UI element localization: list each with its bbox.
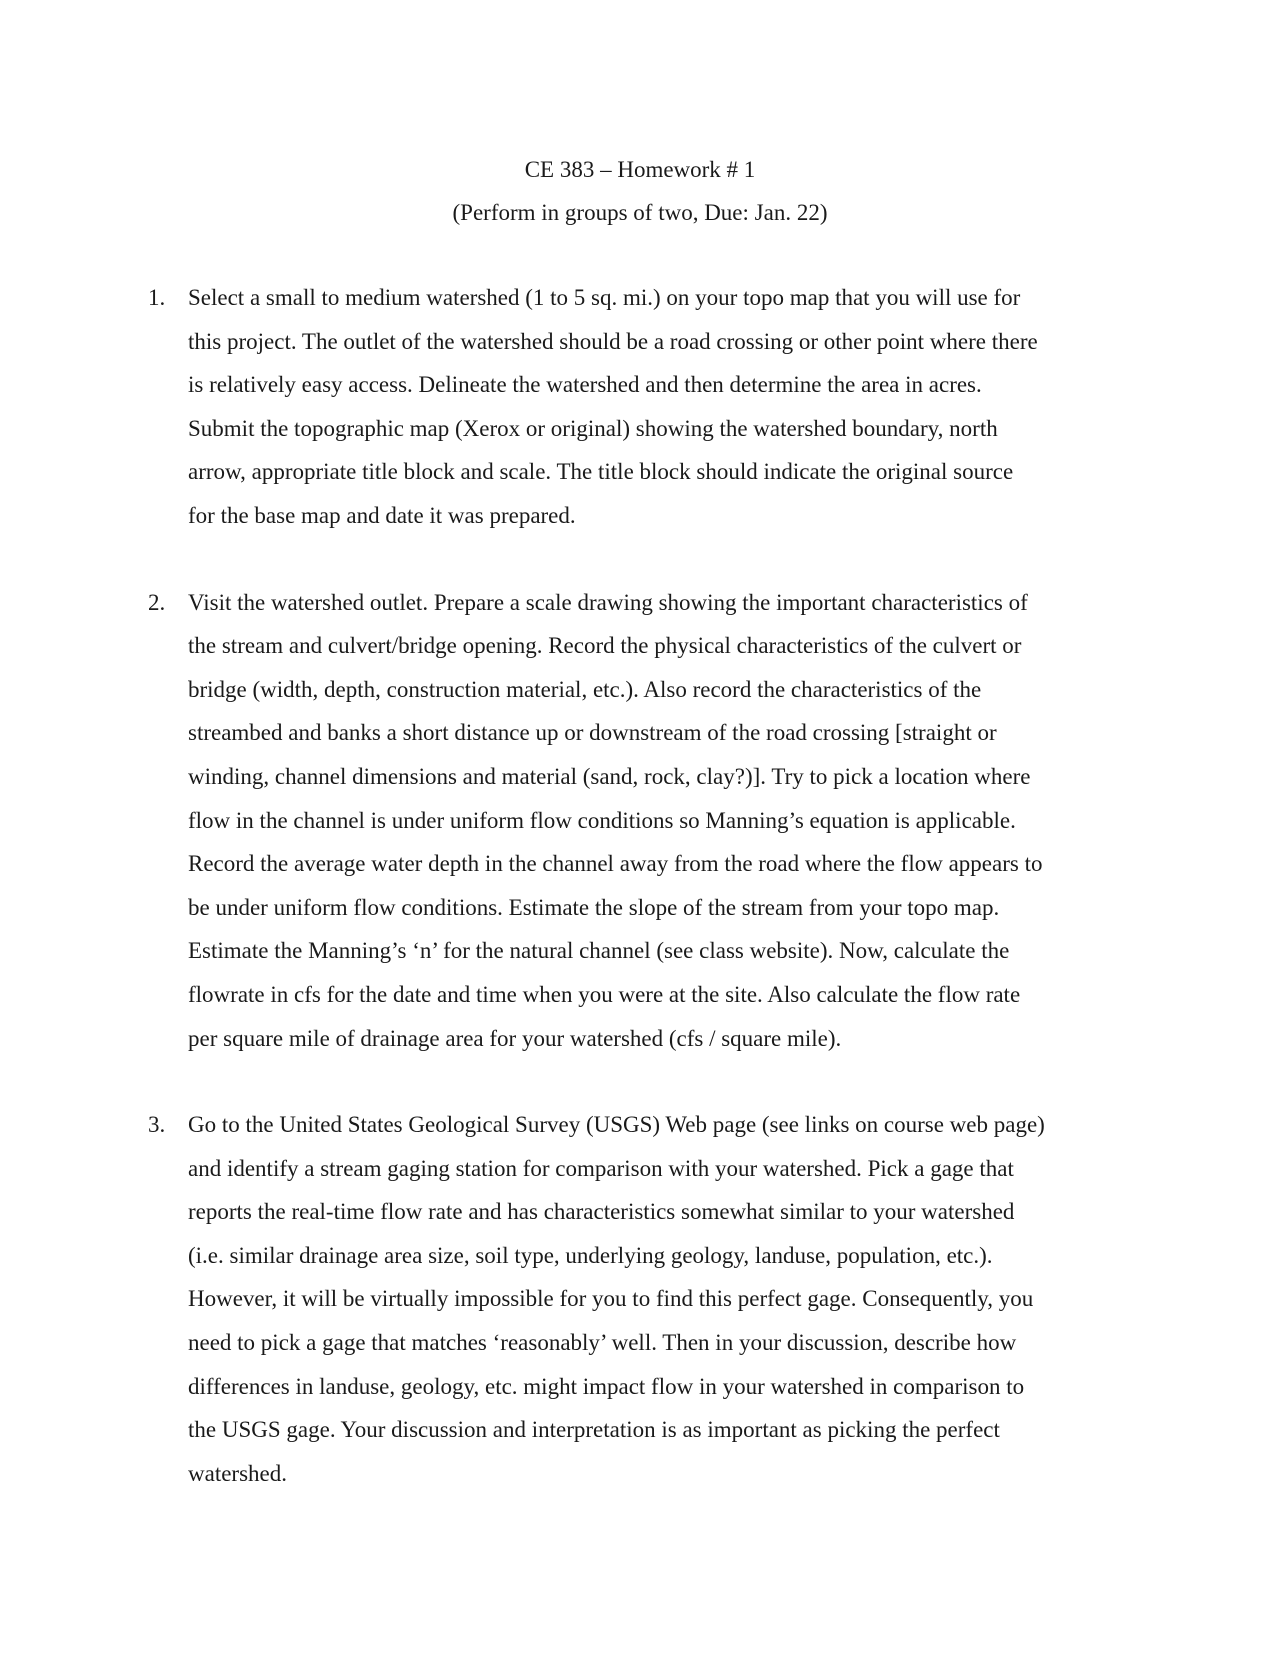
text-line: streambed and banks a short distance up or downstream of the road crossing [straight or <box>188 720 997 746</box>
text-line: flowrate in cfs for the date and time when you were at the site. Also calculate the flow rate <box>188 981 1021 1007</box>
text-line: this project. The outlet of the watershed should be a road crossing or other point where there <box>188 328 1038 354</box>
text-line: Submit the topographic map (Xerox or original) showing the watershed boundary, north <box>188 415 998 441</box>
text-line: arrow, appropriate title block and scale. The title block should indicate the original source <box>188 459 1014 485</box>
problem-number: 3. <box>148 1112 166 1138</box>
text-line: for the base map and date it was prepared. <box>188 502 576 528</box>
problem-text <box>188 276 1128 538</box>
page-subtitle: (Perform in groups of two, Due: Jan. 22) <box>452 200 828 225</box>
text-line: is relatively easy access. Delineate the watershed and then determine the area in acres. <box>188 372 982 398</box>
problem-2 <box>0 581 1280 1061</box>
page-title: CE 383 – Homework # 1 <box>524 157 756 182</box>
text-line: (i.e. similar drainage area size, soil type, underlying geology, landuse, population, etc.). <box>188 1242 993 1268</box>
text-line: winding, channel dimensions and material (sand, rock, clay?)]. Try to pick a location where <box>188 763 1031 789</box>
text-line: be under uniform flow conditions. Estimate the slope of the stream from your topo map. <box>188 894 1000 920</box>
text-line: However, it will be virtually impossible for you to find this perfect gage. Consequently, you <box>188 1286 1034 1312</box>
problem-text <box>188 581 1128 1061</box>
text-line: and identify a stream gaging station for comparison with your watershed. Pick a gage that <box>188 1155 1014 1181</box>
text-line: reports the real-time flow rate and has characteristics somewhat similar to your watershed <box>188 1199 1015 1225</box>
text-line: Select a small to medium watershed (1 to 5 sq. mi.) on your topo map that you will use for <box>188 285 1021 310</box>
title-block <box>0 148 1280 234</box>
problem-number: 2. <box>148 589 166 615</box>
text-line: the USGS gage. Your discussion and interpretation is as important as picking the perfect <box>188 1417 1000 1443</box>
problem-list <box>0 276 1280 1538</box>
text-line: Record the average water depth in the channel away from the road where the flow appears to <box>188 851 1043 877</box>
text-line: differences in landuse, geology, etc. might impact flow in your watershed in comparison to <box>188 1373 1025 1399</box>
text-line: bridge (width, depth, construction material, etc.). Also record the characteristics of the <box>188 676 982 702</box>
text-line: need to pick a gage that matches ‘reasonably’ well. Then in your discussion, describe how <box>188 1330 1017 1356</box>
text-line: flow in the channel is under uniform flow conditions so Manning’s equation is applicable. <box>188 807 1016 833</box>
text-line: Go to the United States Geological Survey (USGS) Web page (see links on course web page) <box>188 1112 1045 1138</box>
problem-number: 1. <box>148 285 166 310</box>
text-line: per square mile of drainage area for your watershed (cfs / square mile). <box>188 1025 842 1051</box>
problem-3 <box>0 1103 1280 1495</box>
text-line: the stream and culvert/bridge opening. Record the physical characteristics of the culvert or <box>188 633 1022 659</box>
problem-1 <box>0 276 1280 538</box>
text-line: watershed. <box>188 1460 287 1486</box>
text-line: Visit the watershed outlet. Prepare a scale drawing showing the important characteristics of <box>188 589 1028 615</box>
text-line: Estimate the Manning’s ‘n’ for the natural channel (see class website). Now, calculate the <box>188 938 1010 964</box>
problem-text <box>188 1103 1128 1495</box>
